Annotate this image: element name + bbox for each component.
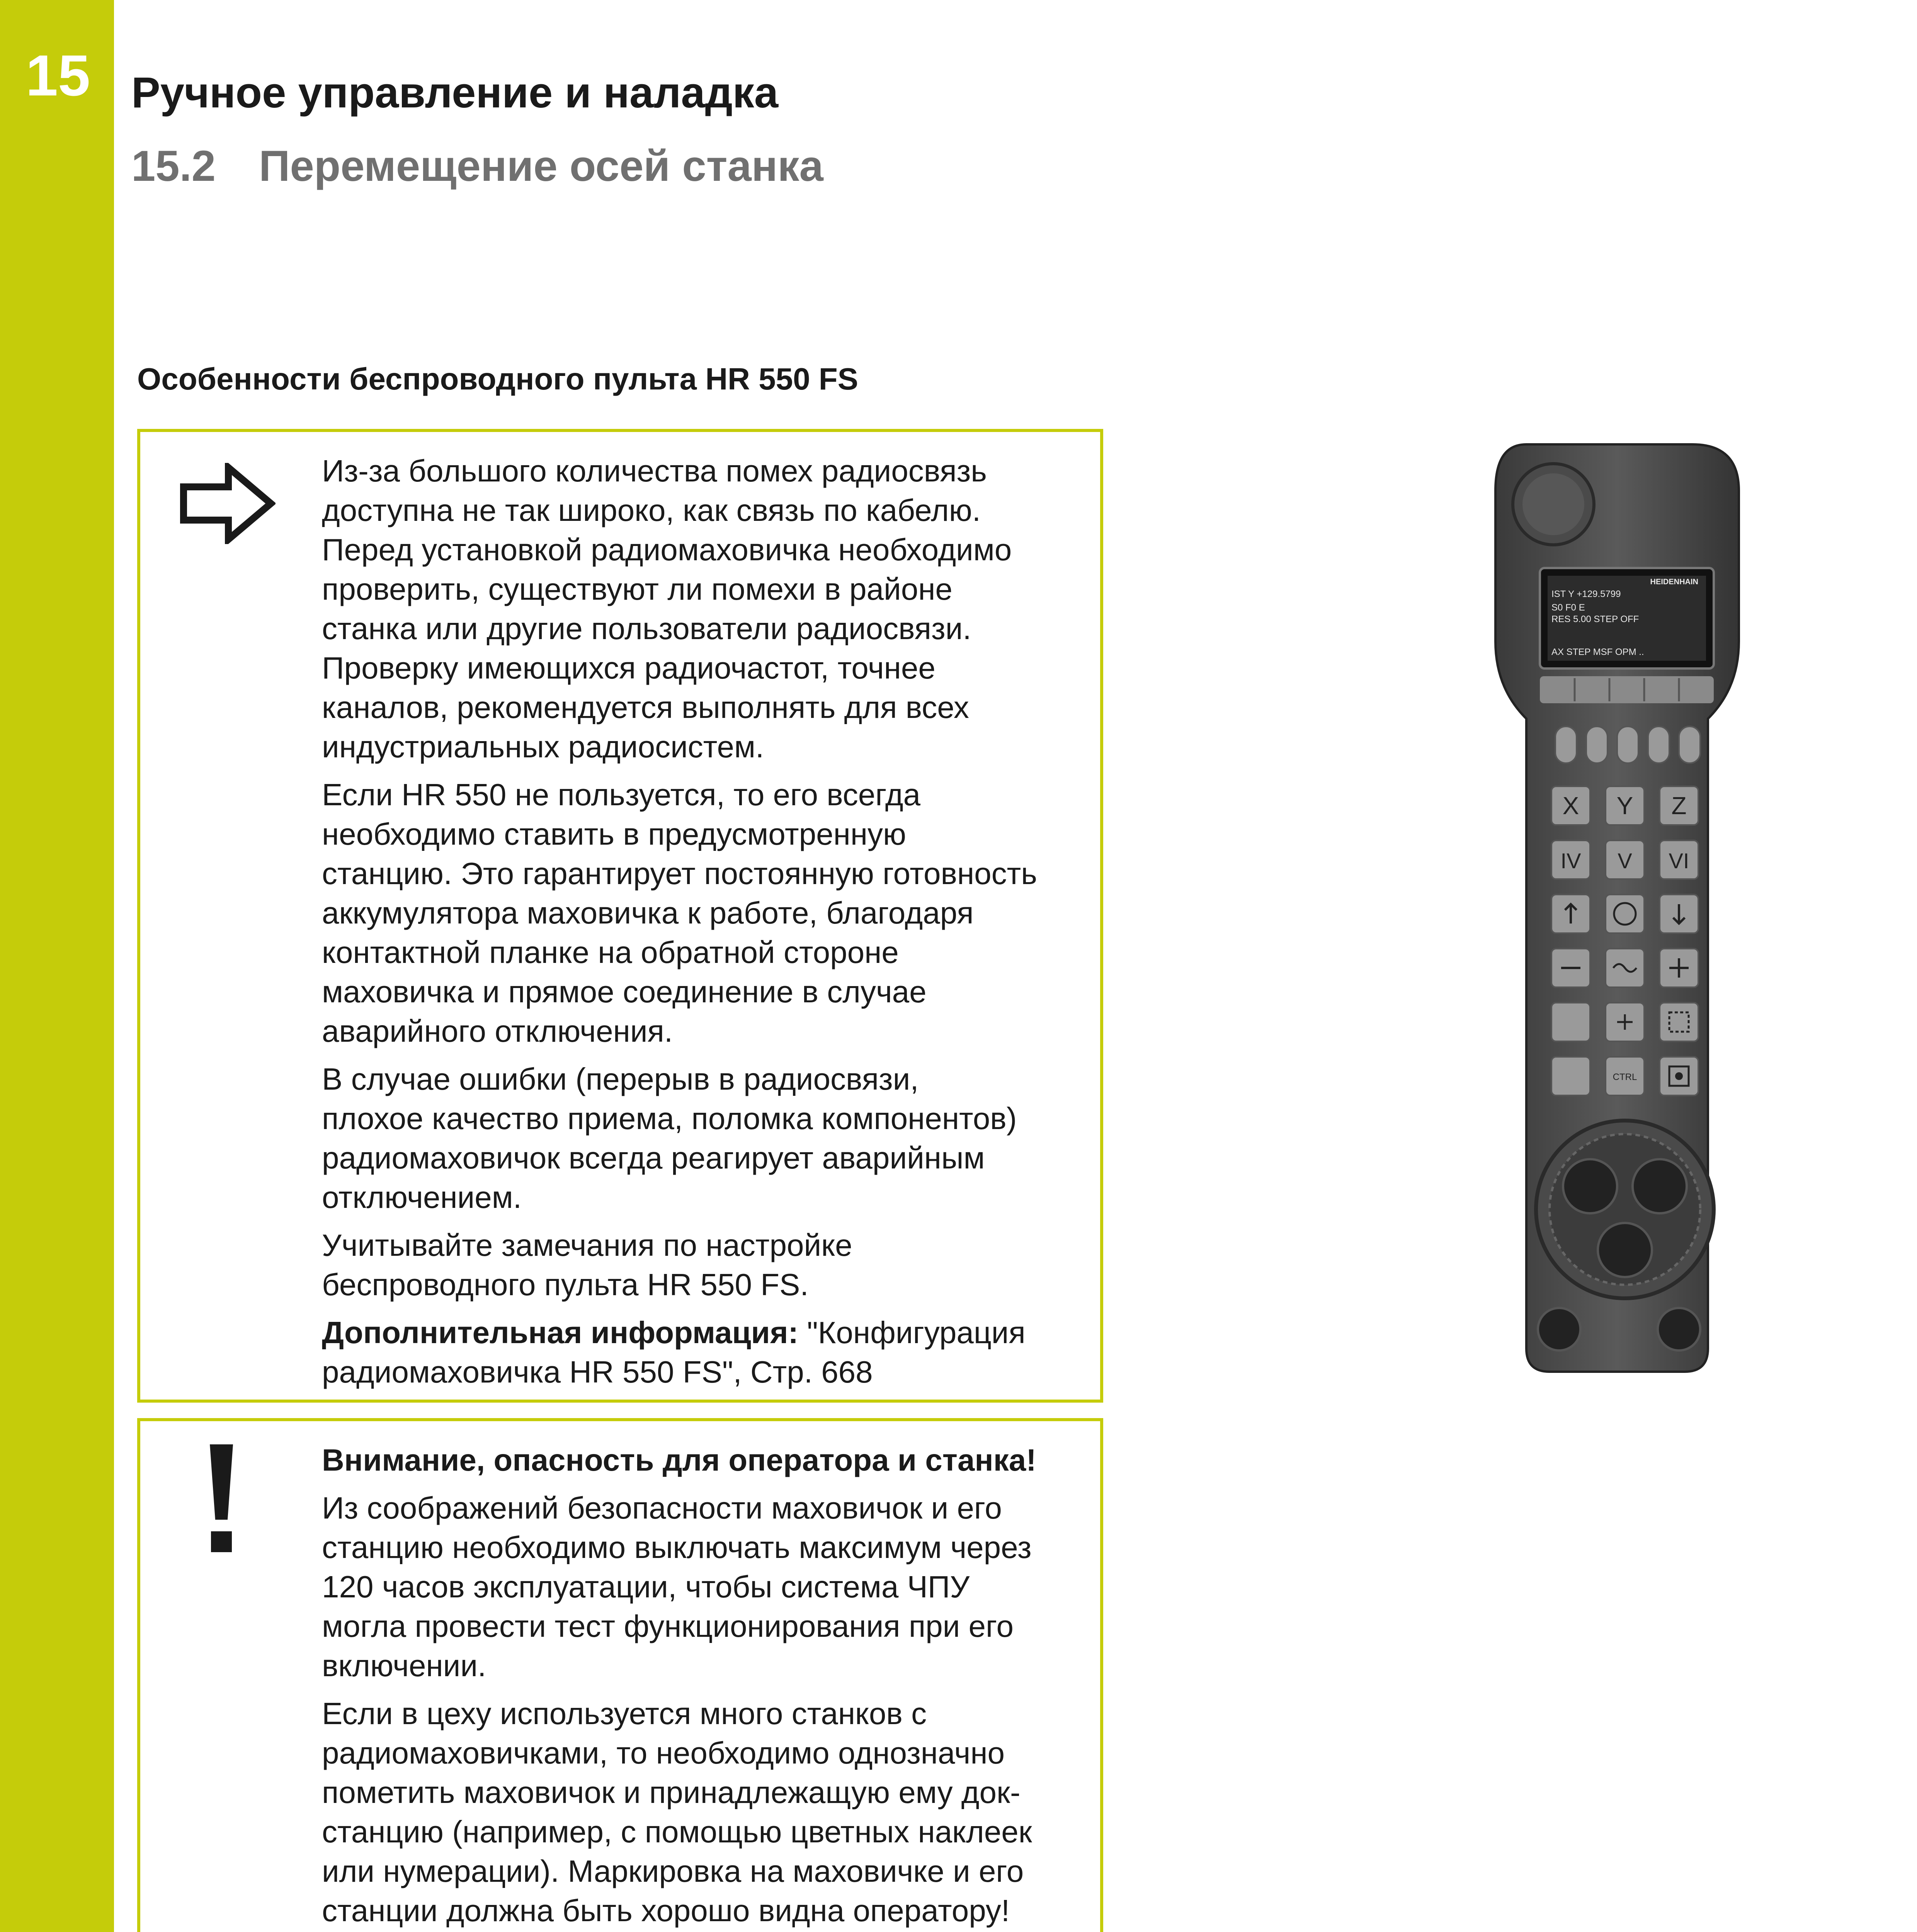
chapter-title: Ручное управление и наладка (131, 68, 779, 117)
enable-button-right (1658, 1308, 1700, 1350)
knob (1563, 1159, 1617, 1213)
chapter-side-bar (0, 0, 114, 1932)
warning-paragraph: Из соображений безопасности маховичок и его станцию необходимо выключать максимум через 120 часов эксплуатации, чтобы система ЧПУ могла провести тест функционирования при его включении. (322, 1491, 1032, 1683)
enable-button-left (1538, 1308, 1580, 1350)
warning-text (322, 1440, 1077, 1932)
note-text (322, 451, 1077, 1400)
display-line: S0 F0 E (1551, 602, 1585, 613)
knob (1633, 1159, 1687, 1213)
display-brand: HEIDENHAIN (1650, 578, 1698, 586)
more-info-label: Дополнительная информация: (322, 1315, 799, 1350)
note-paragraph: Если HR 550 не пользуется, то его всегда необходимо ставить в предусмотренную станцию. Это гарантирует постоянную готовность аккумулятора маховичка к работе, благодаря контактной планке на обратной стороне маховичка и прямое соединение в случае аварийного отключения. (322, 777, 1037, 1048)
warning-box (137, 1418, 1103, 1932)
axis-key-x: X (1562, 792, 1579, 820)
more-info (322, 1313, 1077, 1392)
note-paragraph: Учитывайте замечания по настройке беспроводного пульта HR 550 FS. (322, 1228, 852, 1302)
axis-key-vi: VI (1669, 849, 1689, 873)
axis-key-v: V (1618, 849, 1632, 873)
section-title (131, 141, 823, 191)
display-line: IST Y +129.5799 (1551, 589, 1621, 599)
note-paragraph: Из-за большого количества помех радиосвязь доступна не так широко, как связь по кабелю. Перед установкой радиомаховичка необходимо проверить, существуют ли помехи в районе станка или другие пользователи радиосвязи. Проверку имеющихся радиочастот, точнее каналов, рекомендуется выполнять для всех индустриальных радиосистем. (322, 454, 1012, 764)
warning-paragraph: Если в цеху используется много станков с радиомаховичками, то необходимо однозначно пометить маховичок и принадлежащую ему док- станцию (например, с помощью цветных наклеек или нумерации). Маркировка на маховичке и его станции должна быть хорошо видна оператору! (322, 1696, 1032, 1928)
warning-heading: Внимание, опасность для оператора и станка! (322, 1443, 1036, 1477)
arrow-right-icon (179, 463, 276, 544)
display-line: RES 5.00 STEP OFF (1551, 614, 1639, 624)
subsection-heading: Особенности беспроводного пульта HR 550 FS (137, 362, 859, 396)
note-box (137, 429, 1103, 1403)
axis-key-z: Z (1671, 792, 1687, 820)
section-number: 15.2 (131, 142, 216, 190)
ctrl-key: CTRL (1613, 1072, 1637, 1082)
display-softkeys: AX STEP MSF OPM .. (1551, 647, 1644, 657)
exclamation-icon (198, 1440, 245, 1556)
chapter-number: 15 (26, 43, 90, 108)
note-paragraph: В случае ошибки (перерыв в радиосвязи, плохое качество приема, поломка компонентов) радиомаховичок всегда реагирует аварийным отключением. (322, 1062, 1017, 1214)
axis-key-iv: IV (1560, 849, 1581, 873)
handwheel-device-image (1492, 440, 1743, 1376)
section-title-text: Перемещение осей станка (259, 142, 823, 190)
more-info-link[interactable]: "Конфигурация радиомаховичка HR 550 FS", Стр. 668 (322, 1315, 1026, 1389)
knob (1598, 1223, 1652, 1277)
axis-key-y: Y (1616, 792, 1633, 820)
